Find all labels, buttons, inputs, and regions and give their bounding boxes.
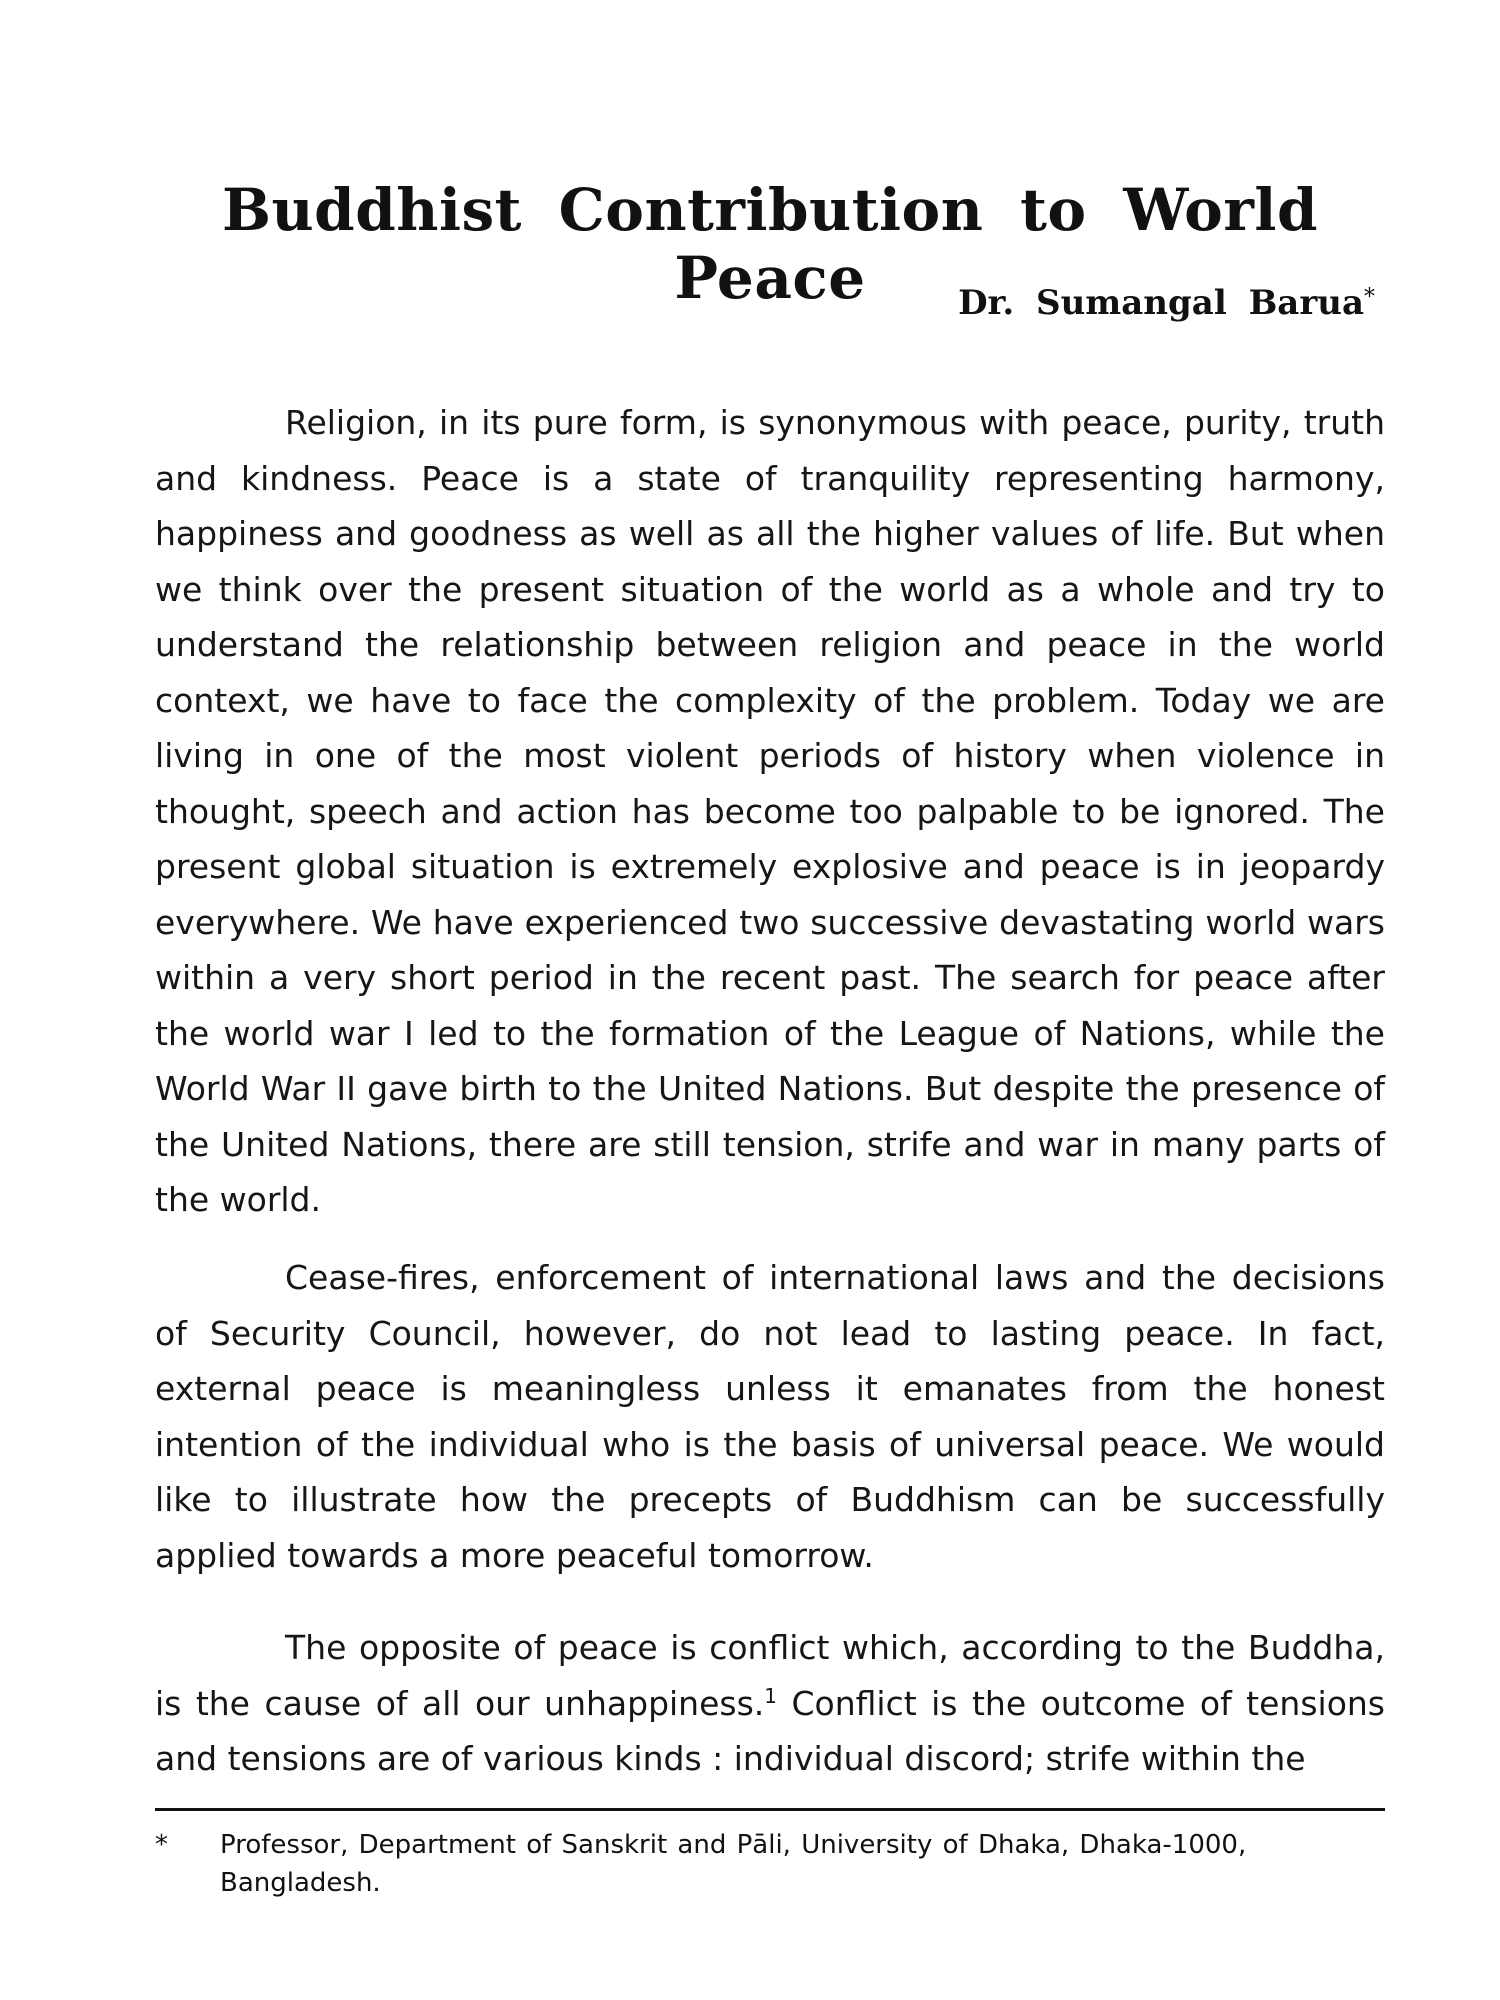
paragraph-3-text-end: Conflict is the outcome of tensions and tensions are of various kinds : individual discord; strife within the bbox=[155, 1683, 1385, 1778]
paragraph-2: Cease-fires, enforcement of international laws and the decisions of Security Council, however, do not lead to lasting peace. In fact, external peace is meaningless unless it emanates from the honest intention of the individual who is the basis of universal peace. We would like to illustrate how the precepts of Buddhism can be successfully applied towards a more peaceful tomorrow. bbox=[155, 1258, 1385, 1575]
article-title: Buddhist Contribution to World Peace bbox=[221, 176, 1319, 312]
footnote-reference-1: 1 bbox=[764, 1683, 778, 1708]
footnote-text: Professor, Department of Sanskrit and Pāli, University of Dhaka, Dhaka-1000, Bangladesh. bbox=[220, 1830, 1247, 1898]
paragraph-3-text-start: The opposite of peace is conflict which, according to the Buddha, is the cause of all our unhappiness. bbox=[155, 1628, 1385, 1723]
author-footnote-mark: * bbox=[1364, 285, 1375, 310]
document-page bbox=[155, 0, 1385, 2000]
author-name: Dr. Sumangal Barua bbox=[958, 283, 1364, 323]
paragraph-3 bbox=[155, 1620, 1385, 1787]
footnote-marker: * bbox=[155, 1830, 168, 1860]
author-line bbox=[958, 283, 1375, 323]
paragraph-1: Religion, in its pure form, is synonymous with peace, purity, truth and kindness. Peace is a state of tranquility representing harmony, happiness and goodness as well as all the higher values of life. But when we think over the present situation of the world as a whole and try to understand the relationship between religion and peace in the world context, we have to face the complexity of the problem. Today we are living in one of the most violent periods of history when violence in thought, speech and action has become too palpable to be ignored. The present global situation is extremely explosive and peace is in jeopardy everywhere. We have experienced two successive devastating world wars within a very short period in the recent past. The search for peace after the world war I led to the formation of the League of Nations, while the World War II gave birth to the United Nations. But despite the presence of the United Nations, there are still tension, strife and war in many parts of the world. bbox=[155, 403, 1385, 1219]
footnote bbox=[155, 1826, 1385, 1902]
footnote-divider bbox=[155, 1808, 1385, 1811]
